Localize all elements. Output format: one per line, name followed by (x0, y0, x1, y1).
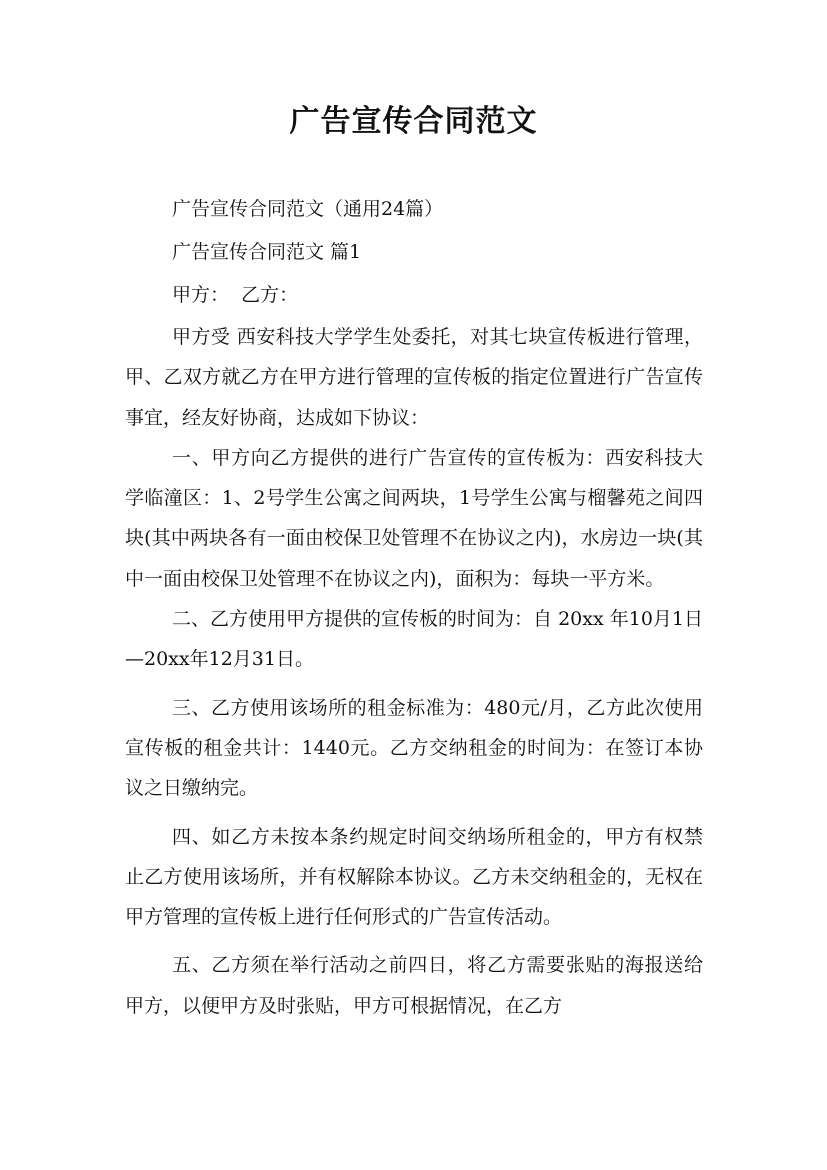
paragraph-clause-3: 三、乙方使用该场所的租金标准为：480元/月，乙方此次使用宣传板的租金共计：1440元。乙方交纳租金的时间为：在签订本协议之日缴纳完。 (125, 696, 703, 800)
paragraph-clause-4: 四、如乙方未按本条约规定时间交纳场所租金的，甲方有权禁止乙方使用该场所，并有权解除本协议。乙方未交纳租金的，无权在甲方管理的宣传板上进行任何形式的广告宣传活动。 (125, 825, 703, 929)
paragraph-clause-2: 二、乙方使用甲方提供的宣传板的时间为：自 20xx 年10月1日—20xx年12月31日。 (125, 608, 703, 671)
paragraph-intro: 甲方受 西安科技大学学生处委托，对其七块宣传板进行管理，甲、乙双方就乙方在甲方进行管理的宣传板的指定位置进行广告宣传事宜，经友好协商，达成如下协议： (125, 326, 703, 429)
document-title: 广告宣传合同范文 (289, 104, 538, 139)
section-heading: 广告宣传合同范文 篇1 (172, 241, 362, 263)
document-subtitle: 广告宣传合同范文（通用24篇） (172, 198, 444, 220)
paragraph-clause-1: 一、甲方向乙方提供的进行广告宣传的宣传板为：西安科技大学临潼区：1、2号学生公寓之间两块，1号学生公寓与榴馨苑之间四块(其中两块各有一面由校保卫处管理不在协议之内)，水房边一块(其中一面由校保卫处管理不在协议之内)，面积为：每块一平方米。 (125, 446, 703, 590)
parties-line: 甲方： 乙方： (172, 284, 299, 306)
paragraph-clause-5: 五、乙方须在举行活动之前四日，将乙方需要张贴的海报送给甲方，以便甲方及时张贴，甲方可根据情况，在乙方 (125, 954, 703, 1017)
document-body (125, 188, 703, 1026)
